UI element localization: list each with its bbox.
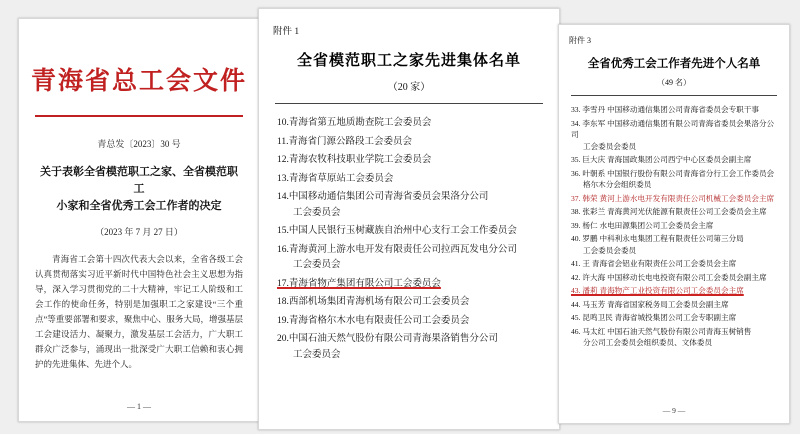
document-page-left [18,18,260,422]
list-item-text-continued: 工会委员会委员 [583,245,637,255]
list-item [277,243,541,274]
attachment-label-1: 附件 1 [273,27,300,37]
list-item-text: 35. 巨大庆 青海国政集团公司西宁中心区委员会副主席 [571,155,752,164]
attachment-label-3: 附件 3 [569,36,591,45]
list-item-text: 19.青海省格尔木水电有限责任公司工会委员会 [277,315,470,326]
list-item-text: 18.西部机场集团青海机场有限公司工会委员会 [277,297,470,307]
list-item-text-continued: 格尔木分会组织委员 [583,180,652,189]
list-item-text-continued: 工会委员会 [293,260,341,270]
list-subtitle-collective: （20 家） [387,82,431,93]
list-item [277,116,541,132]
list-item [571,193,777,205]
list-subtitle-individual: （49 名） [657,78,691,87]
list-item [571,299,777,311]
list-item [277,295,541,311]
list-item-text-continued: 分公司工会委员会组织委员、文体委员 [583,338,713,347]
list-item [571,326,777,349]
list-item [277,153,541,169]
list-item [277,224,541,240]
list-item [571,233,777,256]
list-item [571,118,777,153]
list-item-text-continued: 工会委员会 [293,207,341,218]
list-item [571,285,777,297]
list-item-text: 44. 马玉芳 青海省国家税务局工会委员会副主席 [571,299,729,309]
document-page-right [558,24,790,424]
list-item-text: 17.青海省物产集团有限公司工会委员会 [277,278,441,289]
list-item [571,104,777,116]
document-number: 青总发〔2023〕30 号 [97,139,181,149]
list-item-text: 16.青海黄河上游水电开发有限责任公司拉西瓦发电分公司 [277,244,517,255]
list-item [571,206,777,218]
list-item-text: 40. 罗鹏 中科利永电集团工程有限责任公司第三分局 [571,234,744,243]
list-item [277,277,541,293]
list-item-text: 34. 李东军 中国移动通信集团有限公司青海省委员会果洛分公司 [571,118,775,139]
list-item-text: 33. 李雪丹 中国移动通信集团公司青海省委员会专职干事 [571,105,759,114]
list-item [571,168,777,191]
list-item-text: 41. 王 青海省会铝业有限责任公司工会委员会主席 [571,259,737,268]
document-body-text: 青海省工会第十四次代表大会以来，全省各级工会认真贯彻落实习近平新时代中国特色社会主义思想为指导，深入学习贯彻党的二十大精神，牢记工人阶级和工会工作的使命任务，特别是加强职工之家建设“三个重点”等重要部署和要求，聚焦中心、服务大局，增强基层工会建设活力、凝聚力，激发基层工会活力，广大职工群众广泛参与，涌现出一批深受广大职工信赖和衷心拥护的先进集体、先进个人。 [35,254,243,369]
list-divider [275,103,543,104]
list-item-text: 11.青海省门源公路段工会委员会 [277,136,413,147]
list-item [571,154,777,166]
list-item [277,190,541,221]
list-item-text: 43. 潘莉 青海物产工业投资有限公司工会委员会主席 [571,286,744,295]
masthead-title: 青海省总工会文件 [30,66,247,95]
document-title-line2: 小家和全省优秀工会工作者的决定 [56,200,222,212]
list-item-text: 10.青海省第五地质勘查院工会委员会 [277,118,432,128]
list-item-text: 45. 昆鸣卫民 青海省城投集团公司工会专职副主席 [571,313,737,322]
page-number-right: — 9 — [662,406,686,415]
list-item [277,172,541,188]
list-item-text: 38. 张彩兰 青海黄河光伏能源有限责任公司工会委员会主席 [571,207,767,216]
list-item-text: 15.中国人民银行玉树藏族自治州中心支行工会工作委员会 [277,226,517,236]
list-title-collective: 全省模范职工之家先进集体名单 [296,53,521,69]
collective-list [277,116,541,363]
list-item-text: 39. 杨仁 水电田源集团公司工会委员会主席 [571,220,714,230]
list-divider-right [571,95,777,96]
list-item-text: 42. 许大海 中国移动长电电投资有限公司工会委员会副主席 [571,272,767,282]
list-item [571,220,777,232]
individual-list [571,104,777,349]
list-item-text: 20.中国石油天然气股份有限公司青海果洛销售分公司 [277,334,498,344]
page-number-left: — 1 — [127,402,151,411]
list-item-text: 12.青海农牧科技职业学院工会委员会 [277,155,432,165]
masthead-rule [35,115,243,117]
list-item-text-continued: 工会委员会委员 [583,141,637,151]
list-item [571,258,777,270]
list-item-text: 46. 马太红 中国石油天然气股份有限公司青海玉树销售 [571,326,752,336]
list-item [571,272,777,284]
document-page-middle [258,8,560,430]
list-item [277,332,541,363]
list-item-text: 36. 叶朝系 中国银行股份有限公司青海省分行工会工作委员会 [571,168,775,178]
list-item [277,314,541,330]
list-title-individual: 全省优秀工会工作者先进个人名单 [587,58,761,70]
document-title-line1: 关于表彰全省模范职工之家、全省模范职工 [40,166,238,195]
document-date: （2023 年 7 月 27 日） [95,227,183,237]
list-item [277,135,541,151]
list-item [571,312,777,324]
list-item-text-continued: 工会委员会 [293,349,341,360]
list-item-text: 13.青海省草原站工会委员会 [277,173,394,184]
list-item-text: 14.中国移动通信集团公司青海省委员会果洛分公司 [277,192,489,202]
list-item-text: 37. 韩荣 黄河上游水电开发有限责任公司机械工会委员会主席 [571,193,775,203]
